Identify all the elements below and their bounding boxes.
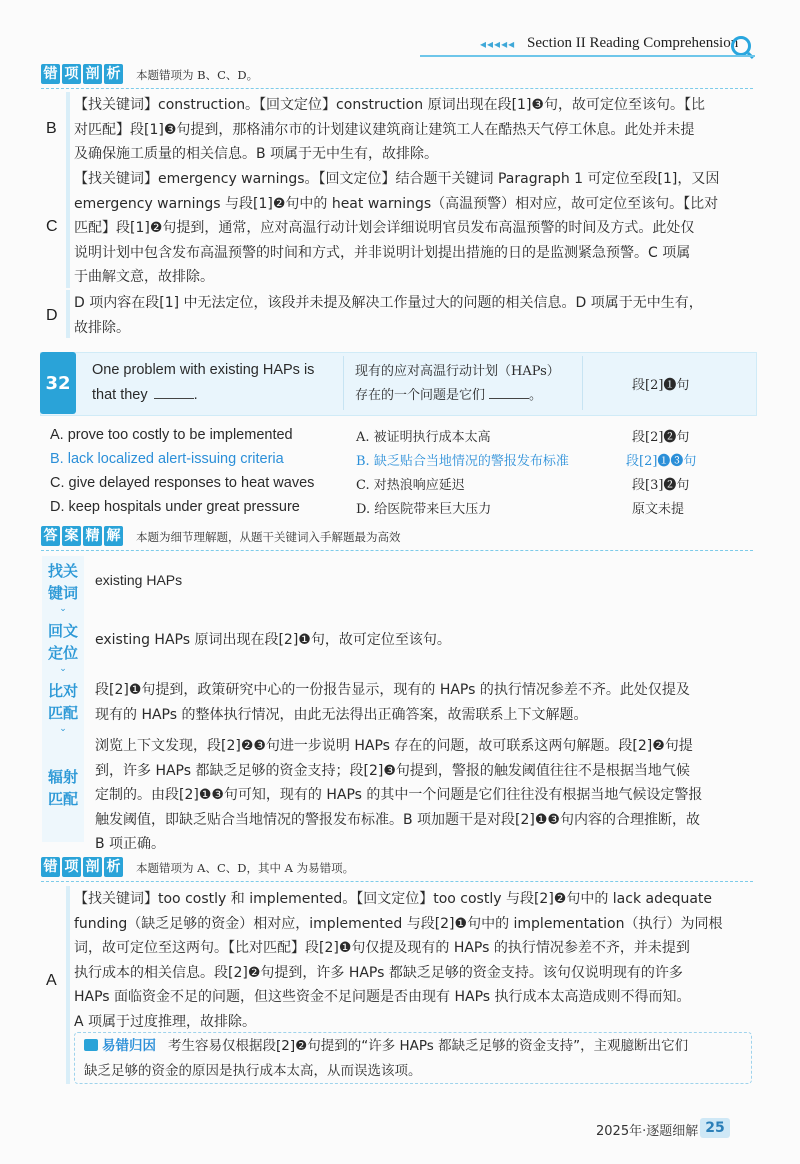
column-divider xyxy=(343,356,344,410)
step-label-compare: 比对 匹配 xyxy=(47,682,78,722)
answer-blank xyxy=(154,398,194,399)
chevron-down-icon: ⌄ xyxy=(59,664,67,674)
answer-explanation-tag: 答 案 精 解 xyxy=(41,526,123,546)
error-tip-text: 易错归因 考生容易仅根据段[2]❷句提到的“许多 HAPs 都缺乏足够的资金支持”，主观臆断出它们 缺乏足够的资金的原因是执行成本太高，从而误选该项。 xyxy=(84,1038,689,1079)
question-stem-cn: 现有的应对高温行动计划（HAPs） 存在的一个问题是它们 。 xyxy=(355,364,560,403)
option-row: C. give delayed responses to heat waves C. 对热浪响应延迟 段[3]❷句 xyxy=(50,475,690,493)
header-title: Section II Reading Comprehension xyxy=(527,35,739,51)
option-d-analysis: D 项内容在段[1] 中无法定位，该段并未提及解决工作量过大的问题的相关信息。D 项属于无中生有， 故排除。 xyxy=(74,295,703,336)
divider xyxy=(41,881,753,882)
option-bar xyxy=(66,166,70,288)
page-header xyxy=(0,0,800,60)
option-letter-c: C xyxy=(46,218,58,235)
header-arrows: ◂◂◂◂◂ xyxy=(480,37,516,51)
question-stem-en: One problem with existing HAPs is that they . xyxy=(92,362,315,403)
error-analysis-tag-2: 错 项 剖 析 xyxy=(41,857,123,877)
answer-blank-cn xyxy=(489,398,529,399)
options-list xyxy=(50,424,760,520)
question-number: 32 xyxy=(40,352,76,414)
question-ref: 段[2]❶句 xyxy=(632,378,690,393)
step-label-locate: 回文 定位 xyxy=(47,622,78,662)
option-letter-b: B xyxy=(46,120,57,137)
option-c-analysis: 【找关键词】emergency warnings。【回文定位】结合题干关键词 Paragraph 1 可定位至段[1]，又因 emergency warnings 与段[1]❷句中的 heat warnings（高温预警）相对应，故可定位至该句。【比对 匹配】段[1]❷句提到，通常，应对高温行动计划会详细说明官员发布高温预警的时间及方式。此处仅 说明计划中包含发布高温预警的时间和方式，并非说明计划提出措施的日的是监测紧急预警。C 项属 于曲解文意，故排除。 xyxy=(74,171,720,285)
answer-explanation-note: 本题为细节理解题，从题干关键词入手解题最为高效 xyxy=(136,530,401,544)
option-a-analysis: 【找关键词】too costly 和 implemented。【回文定位】too costly 与段[2]❷句中的 lack adequate funding（缺乏足够的资金）相对应，implemented 与段[2]❶句中的 implementation（执行）为同根 词，故可定位至这两句。【比对匹配】段[2]❶句仅提及现有的 HAPs 的执行情况参差不齐，并未提到 执行成本的相关信息。段[2]❷句提到，许多 HAPs 都缺乏足够的资金支持。该句仅说明现有的许多 HAPs 面临资金不足的问题，但这些资金不足问题是否由现有 HAPs 执行成本太高造成则不得而知。 A 项属于过度推理，故排除。 xyxy=(74,891,723,1030)
divider xyxy=(41,550,753,551)
error-analysis-note-2: 本题错项为 A、C、D，其中 A 为易错项。 xyxy=(136,861,355,875)
step-locate-text: existing HAPs 原词出现在段[2]❶句，故可定位至该句。 xyxy=(95,632,451,648)
footer-text: 2025年·逐题细解 xyxy=(596,1124,699,1139)
option-bar xyxy=(66,92,70,167)
header-rule xyxy=(420,55,755,57)
note-icon xyxy=(84,1039,98,1051)
page-number: 25 xyxy=(700,1118,730,1138)
error-analysis-note: 本题错项为 B、C、D。 xyxy=(136,68,259,82)
step-label-extend: 辐射 匹配 xyxy=(47,768,78,808)
option-letter-a: A xyxy=(46,972,57,989)
step-keyword-text: existing HAPs xyxy=(95,572,183,588)
error-analysis-tag: 错 项 剖 析 xyxy=(41,64,123,84)
step-label-keyword: 找关 键词 xyxy=(47,562,78,602)
option-letter-d: D xyxy=(46,307,58,324)
divider xyxy=(41,88,753,89)
chevron-down-icon: ⌄ xyxy=(59,604,67,614)
step-extend-text: 浏览上下文发现，段[2]❷❸句进一步说明 HAPs 存在的问题，故可联系这两句解题。段[2]❷句提 到，许多 HAPs 都缺乏足够的资金支持；段[2]❸句提到，警报的触发阈值往往不是根据当地气候 定制的。由段[2]❶❸句可知，现有的 HAPs 的其中一个问题是它们往往没有根据当地气候设定警报 触发阈值，即缺乏贴合当地情况的警报发布标准。B 项加题干是对段[2]❶❸句内容的合理推断，故 B 项正确。 xyxy=(95,738,703,852)
option-row: D. keep hospitals under great pressure D. 给医院带来巨大压力 原文未提 xyxy=(50,499,685,517)
option-b-analysis: 【找关键词】construction。【回文定位】construction 原词出现在段[1]❸句，故可定位至该句。【比 对匹配】段[1]❸句提到，那格浦尔市的计划建议建筑商让建筑工人在酷热天气停工休息。此处并未提 及确保施工质量的相关信息。B 项属于无中生有，故排除。 xyxy=(74,97,705,162)
option-bar xyxy=(66,886,70,1084)
step-compare-text: 段[2]❶句提到，政策研究中心的一份报告显示，现有的 HAPs 的执行情况参差不齐。此处仅提及 现有的 HAPs 的整体执行情况，由此无法得出正确答案，故需联系上下文解题。 xyxy=(95,682,690,723)
option-bar xyxy=(66,290,70,338)
option-row: A. prove too costly to be implemented A. 被证明执行成本太高 段[2]❷句 xyxy=(50,427,690,445)
chevron-down-icon: ⌄ xyxy=(59,724,67,734)
column-divider xyxy=(582,356,583,410)
option-row-correct: B. lack localized alert-issuing criteria B. 缺乏贴合当地情况的警报发布标准 段[2]❶❸句 xyxy=(50,451,697,469)
